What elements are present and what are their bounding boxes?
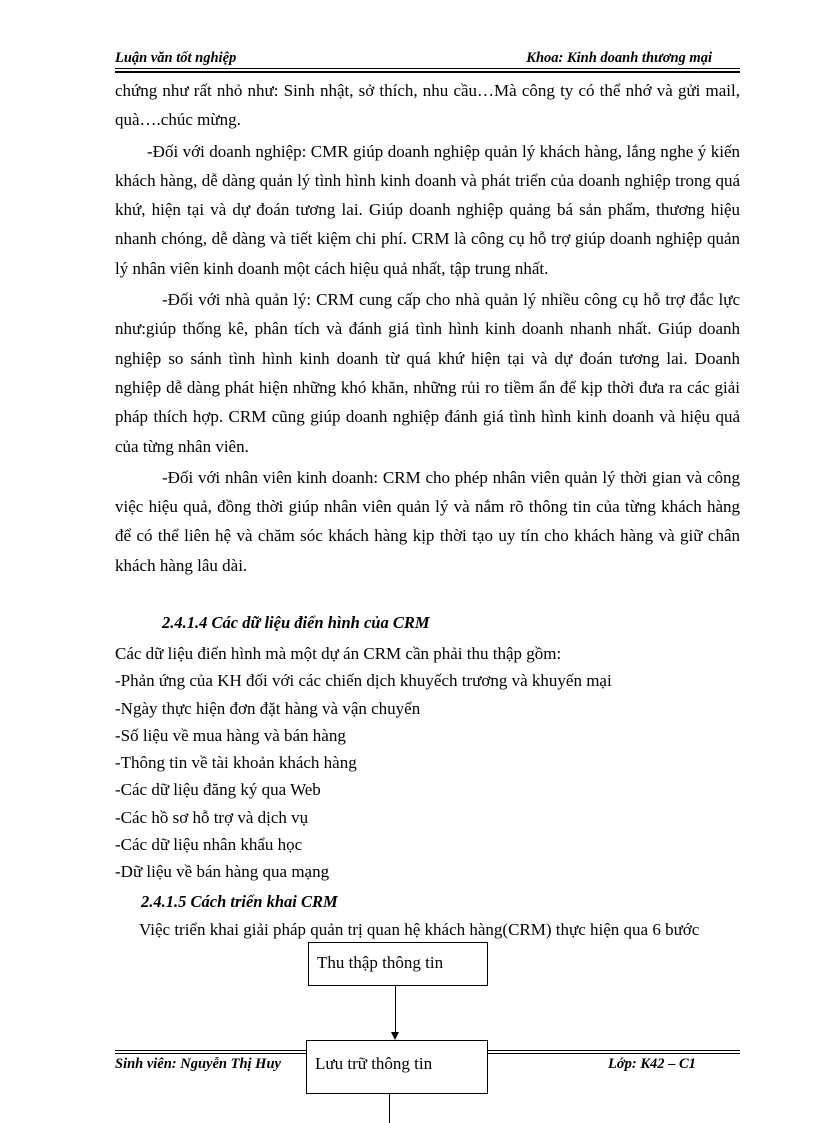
paragraph-sales-staff: -Đối với nhân viên kinh doanh: CRM cho phép nhân viên quản lý thời gian và công việc hiệu quả, đồng thời giúp nhân viên quản lý và nắm rõ thông tin của từng khách hàng để có thể liên hệ và chăm sóc khách hàng kịp thời tạo uy tín cho khách hàng và giữ chân khách hàng lâu dài. bbox=[115, 467, 740, 575]
footer-left: Sinh viên: Nguyễn Thị Huy bbox=[115, 1056, 281, 1072]
list-item: -Các hồ sơ hỗ trợ và dịch vụ bbox=[115, 807, 309, 827]
footer-right: Lớp: K42 – C1 bbox=[608, 1056, 696, 1072]
section-title-deployment: 2.4.1.5 Cách triển khai CRM bbox=[141, 892, 338, 911]
page-header bbox=[115, 46, 740, 70]
list-item: -Thông tin về tài khoản khách hàng bbox=[115, 753, 357, 773]
flow-step-collect: Thu thập thông tin bbox=[308, 942, 488, 986]
header-rule bbox=[115, 68, 740, 69]
list-item: -Các dữ liệu nhân khẩu học bbox=[115, 835, 303, 855]
flow-arrow-down-icon bbox=[391, 1032, 399, 1040]
flow-step-store: Lưu trữ thông tin bbox=[306, 1040, 488, 1094]
header-rule-thick bbox=[115, 71, 740, 73]
header-right: Khoa: Kinh doanh thương mại bbox=[526, 50, 712, 66]
body-text bbox=[115, 76, 740, 580]
section-title-data: 2.4.1.4 Các dữ liệu điển hình của CRM bbox=[162, 613, 430, 632]
list-item: -Các dữ liệu đăng ký qua Web bbox=[115, 780, 321, 800]
deployment-intro bbox=[115, 916, 740, 944]
header-left: Luận văn tốt nghiệp bbox=[115, 50, 237, 66]
list-item: -Dữ liệu về bán hàng qua mạng bbox=[115, 862, 330, 882]
data-list-intro: Các dữ liệu điển hình mà một dự án CRM cần phải thu thập gồm: bbox=[115, 644, 562, 663]
paragraph-enterprise: -Đối với doanh nghiệp: CMR giúp doanh nghiệp quản lý khách hàng, lắng nghe ý kiến khách hàng, dễ dàng quản lý tình hình kinh doanh và phát triển của doanh nghiệp trong quá khứ, hiện tại và dự đoán tương lai. Giúp doanh nghiệp quảng bá sản phẩm, thương hiệu nhanh chóng, dễ dàng và tiết kiệm chi phí. CRM là công cụ hỗ trợ giúp doanh nghiệp quản lý nhân viên kinh doanh một cách hiệu quả nhất, tập trung nhất. bbox=[115, 141, 740, 278]
list-item: -Ngày thực hiện đơn đặt hàng và vận chuyển bbox=[115, 698, 421, 718]
flow-connector-2 bbox=[389, 1094, 390, 1123]
list-item: -Số liệu về mua hàng và bán hàng bbox=[115, 725, 346, 745]
paragraph-continuation: chứng như rất nhỏ như: Sinh nhật, sở thích, nhu cầu…Mà công ty có thể nhớ và gửi mail, quà….chúc mừng. bbox=[115, 81, 740, 130]
flow-connector bbox=[395, 986, 396, 1032]
paragraph-manager: -Đối với nhà quản lý: CRM cung cấp cho nhà quản lý nhiều công cụ hỗ trợ đắc lực như:giúp thống kê, phân tích và đánh giá tình hình kinh doanh nhanh nhất. Giúp doanh nghiệp so sánh tình hình kinh doanh từ quá khứ hiện tại và dự đoán tương lai. Doanh nghiệp dễ dàng phát hiện những khó khăn, những rủi ro tiềm ẩn để kịp thời đưa ra các giải pháp thích hợp. CRM cũng giúp doanh nghiệp đánh giá tình hình kinh doanh và hiệu quả của từng nhân viên. bbox=[115, 290, 740, 456]
data-list bbox=[115, 640, 740, 886]
deployment-intro-text: Việc triển khai giải pháp quản trị quan hệ khách hàng(CRM) thực hiện qua 6 bước bbox=[139, 920, 700, 939]
list-item: -Phản ứng của KH đối với các chiến dịch khuyếch trương và khuyến mại bbox=[115, 671, 612, 691]
